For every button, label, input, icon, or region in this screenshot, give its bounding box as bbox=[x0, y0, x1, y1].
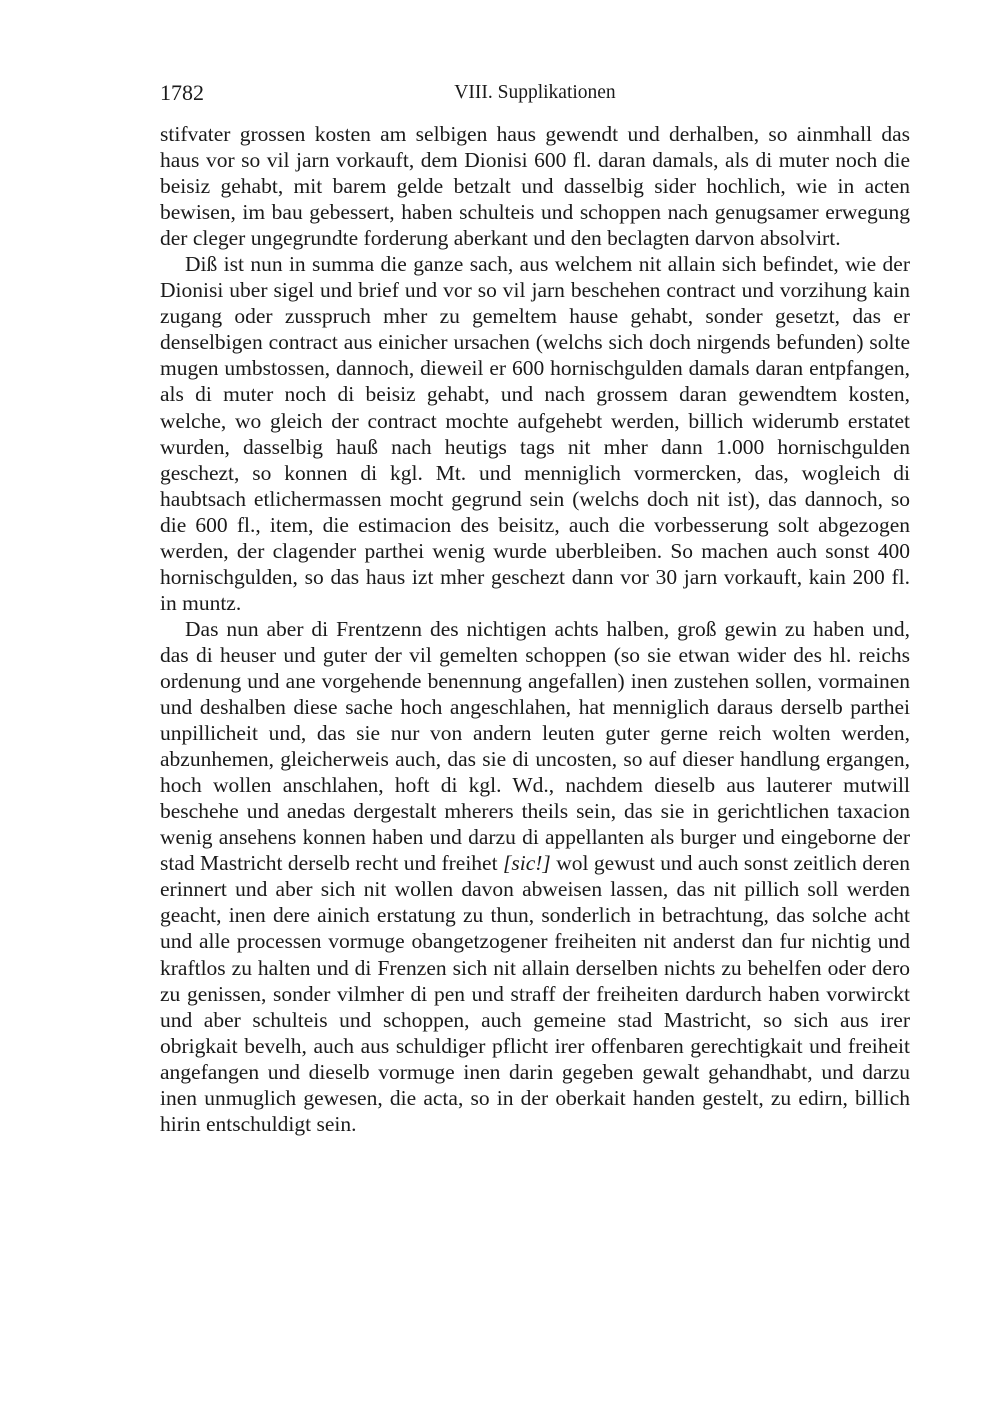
paragraph bbox=[160, 616, 910, 1137]
paragraph-continuation: stifvater grossen kosten am selbigen haus gewendt und derhalben, so ainmhall das haus vor so vil jarn vorkauft, dem Dionisi 600 fl. daran damals, als di muter noch die beisiz gehabt, mit barem gelde betzalt und dasselbig sider hochlich, wie in acten bewisen, im bau gebessert, haben schulteis und schoppen nach genugsamer erwegung der cleger ungegrundte forderung aberkant und den beclagten darvon absolvirt. bbox=[160, 122, 910, 251]
paragraph: Diß ist nun in summa die ganze sach, aus welchem nit allain sich befindet, wie der Dionisi uber sigel und brief und vor so vil jarn beschehen contract und vorzihung kain zugang oder zusspruch mher zu gemeltem hause gehabt, sonder gesetzt, das er denselbigen contract aus einicher ursachen (welchs sich doch nirgends befunden) solte mugen umbstossen, dannoch, dieweil er 600 hornischgulden damals daran entpfangen, als di muter noch di beisiz gehabt, und nach grossem daran gewendtem kosten, welche, wo gleich der contract mochte aufgehebt werden, billich widerumb erstatet wurden, dasselbig hauß nach heutigs tags nit mher dann 1.000 hornischgulden geschezt, so konnen di kgl. Mt. und menniglich vormercken, das, wogleich di haubtsach etlichermassen mocht gegrund sein (welchs doch nit ist), das dannoch, so die 600 fl., item, die estimacion des beisitz, auch die vorbesserung solt abgezogen werden, der clagender parthei wenig wurde uberbleiben. So machen auch sonst 400 hornischgulden, so das haus izt mher geschezt dann vor 30 jarn vorkauft, kain 200 fl. in muntz. bbox=[160, 252, 910, 615]
document-page bbox=[160, 78, 910, 1137]
paragraph-text-part: wol gewust und auch sonst zeitlich deren erinnert und aber sich nit wollen davon abweisen lassen, das nit pillich soll werden geacht, inen dere ainich erstatung zu thun, sonderlich in betrachtung, das solche acht und alle processen vormuge obangetzogener freiheiten nit anderst dan fur nichtig und kraftlos zu halten und di Frenzen sich nit allain derselben nichts zu behelfen oder dero zu genissen, sonder vilmher di pen und straff der freiheiten dardurch haben vorwirckt und aber schulteis und schoppen, auch gemeine stad Mastricht, so sich aus irer obrigkait bevelh, auch aus schuldiger pflicht irer offenbaren gerechtigkait und freiheit angefangen und dieselb vormuge inen darin gegeben gewalt gehandhabt, und darzu inen unmuglich gewesen, die acta, so in der oberkait handen gestelt, zu edirn, billich hirin entschuldigt sein. bbox=[160, 851, 911, 1136]
page-number: 1782 bbox=[160, 80, 204, 105]
paragraph-text-part: Das nun aber di Frentzenn des nichtigen achts halben, groß gewin zu haben und, das di heuser und guter der vil gemelten schoppen (so sie etwan wider des hl. reichs ordenung und ane vorgehende benennung angefallen) inen zustehen sollen, vormainen und deshalben diese sache hoch angeschlahen, hat menniglich daraus derselb parthei unpillicheit und, das sie nur von andern leuten guter gerne reich wolten werden, abzunhemen, gleicherweis auch, das sie di uncosten, so auf dieser handlung ergangen, hoch wollen anschlahen, hoft di kgl. Wd., nachdem dieselb aus lauterer mutwill beschehe und anedas dergestalt mherers theils sein, das sie in gerichtlichen taxacion wenig ansehens konnen haben und darzu di appellanten als burger und eingeborne der stad Mastricht derselb recht und freihet bbox=[160, 616, 910, 876]
body-text bbox=[160, 121, 910, 1137]
running-header bbox=[160, 78, 910, 108]
sic-annotation: [sic!] bbox=[503, 851, 551, 876]
running-title: VIII. Supplikationen bbox=[454, 82, 616, 103]
